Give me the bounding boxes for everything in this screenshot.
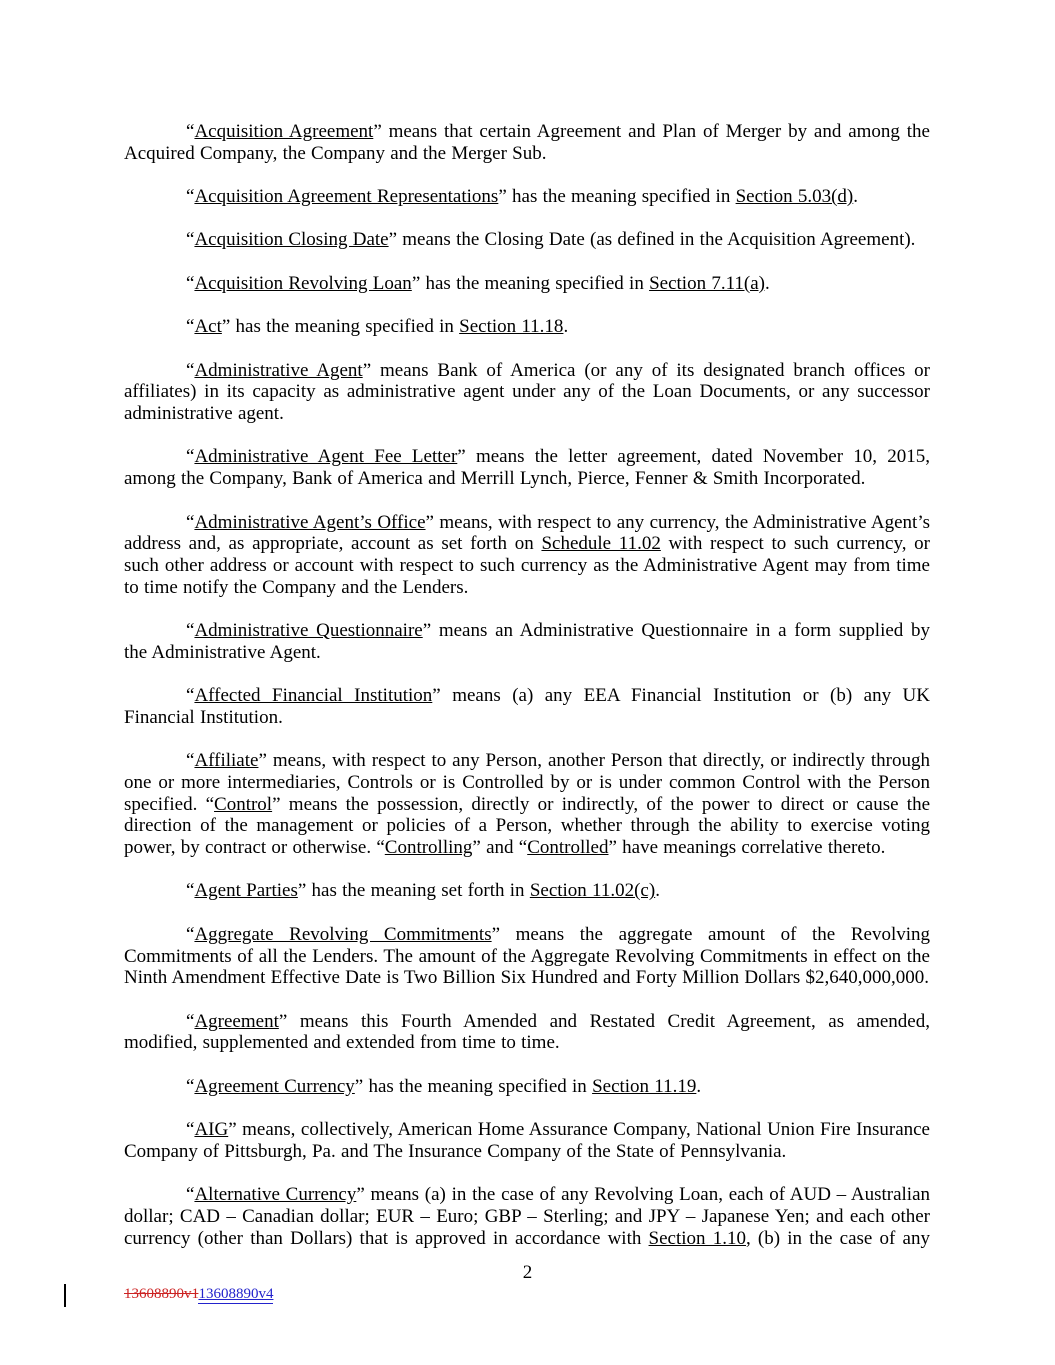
page-number: 2 [522,1262,533,1283]
text-run: ” means the letter agreement, dated November 10, 2015, among the Company, Bank of America and Merrill Lynch, Pierce, Fenner & Smith Incorporated. [124,446,931,490]
text-run: ” means that certain Agreement and Plan of Merger by and among the Acquired Company, the Company and the Merger Sub. [124,121,930,164]
text-run: “ [186,229,195,251]
section-reference: Section 7.11(a) [649,272,765,294]
text-run: “ [186,685,195,707]
definition-paragraph [124,229,930,251]
defined-term: Affected Financial Institution [194,685,433,707]
text-run: “ [186,316,195,338]
text-run: “ [186,1119,195,1141]
text-run: “ [186,1075,195,1097]
document-id-footer [124,1285,273,1303]
text-run: ” has the meaning specified in [221,316,460,338]
defined-term: Aggregate Revolving Commitments [194,923,492,945]
defined-term: Act [194,316,222,338]
text-run: ” have meanings correlative thereto. [608,837,886,859]
text-run: “ [186,272,195,294]
definition-paragraph [124,186,930,208]
definition-paragraph [124,1011,930,1054]
defined-term: Agent Parties [194,880,298,902]
section-reference: Schedule 11.02 [541,533,661,555]
defined-term: Controlling [384,837,473,859]
defined-term: Acquisition Agreement [194,121,374,142]
text-run: ” means, with respect to any Person, another Person that directly, or indirectly through one or more intermediaries, Controls or is Controlled by or is under common Control with the Person specified. “ [124,750,930,815]
definition-paragraph [124,360,930,425]
text-run: with respect to such currency, or such other address or account with respect to such currency as the Administrative Agent may from time to time notify the Company and the Lenders. [124,533,930,598]
text-run: “ [186,121,195,142]
text-run: ” means, with respect to any currency, the Administrative Agent’s address and, as appropriate, account as set forth on [124,511,931,555]
defined-term: Agreement [194,1010,279,1032]
section-reference: Section 11.19 [592,1075,697,1097]
defined-term: Administrative Agent Fee Letter [194,446,458,468]
text-run: ” means (a) any EEA Financial Institution or (b) any UK Financial Institution. [124,685,930,728]
defined-term: Agreement Currency [194,1075,355,1097]
section-reference: Section 11.18 [459,316,564,338]
text-run: ” means the Closing Date (as defined in the Acquisition Agreement). [388,229,916,251]
text-run: . [764,272,770,294]
text-run: . [853,186,858,208]
definition-paragraph [124,750,930,859]
definition-paragraph [124,924,930,989]
definition-paragraph [124,1184,930,1249]
text-run: “ [186,186,195,208]
revision-change-bar [64,1284,66,1307]
defined-term: Alternative Currency [194,1184,357,1206]
text-run: . [563,316,569,338]
text-run: ” means the aggregate amount of the Revolving Commitments of all the Lenders. The amount of the Aggregate Revolving Commitments in effect on the Ninth Amendment Effective Date is Two Billion Six Hundred and Forty Million Dollars $2,640,000,000. [124,923,931,989]
text-run: . [655,880,660,902]
text-run: ” means an Administrative Questionnaire in a form supplied by the Administrative Agent. [124,620,930,663]
section-reference: Section 1.10 [648,1227,746,1249]
text-run: ” means this Fourth Amended and Restated Credit Agreement, as amended, modified, supplemented and extended from time to time. [124,1010,930,1054]
text-run: ” has the meaning specified in [411,272,650,294]
text-run: ” and “ [472,837,528,859]
text-run: ” has the meaning set forth in [297,880,530,902]
section-reference: Section 11.02(c) [529,880,656,902]
definition-paragraph [124,685,930,728]
text-run: “ [186,923,195,945]
text-run: ” has the meaning specified in [354,1075,593,1097]
defined-term: Administrative Agent [194,359,363,381]
definition-paragraph [124,620,930,663]
text-run: “ [186,446,195,468]
text-run: “ [186,880,195,902]
text-run: ” means Bank of America (or any of its designated branch offices or affiliates) in its capacity as administrative agent under any of the Loan Documents, or any successor administrative agent. [124,359,930,425]
doc-id-inserted: 13608890v4 [198,1286,274,1302]
defined-term: Acquisition Agreement Representations [194,186,499,208]
text-run: ” means the possession, directly or indirectly, of the power to direct or cause the direction of the management or policies of a Person, whether through the ability to exercise voting power, by contract or otherwise. “ [124,793,930,859]
definition-paragraph [124,512,930,599]
definition-paragraph [124,880,930,902]
defined-term: Control [214,793,273,815]
definition-paragraph [124,1119,930,1162]
text-run: “ [186,359,195,381]
defined-term: Administrative Agent’s Office [194,511,426,533]
definitions-text-block [124,121,930,1249]
definition-paragraph [124,446,930,489]
text-run: . [696,1075,702,1097]
text-run: ” means, collectively, American Home Assurance Company, National Union Fire Insurance Company of Pittsburgh, Pa. and The Insurance Company of the State of Pennsylvania. [124,1119,930,1162]
defined-term: AIG [194,1119,229,1141]
defined-term: Affiliate [194,750,259,772]
text-run: “ [186,750,195,772]
definition-paragraph [124,1076,930,1098]
definition-paragraph [124,316,930,338]
text-run: “ [186,1010,195,1032]
definition-paragraph [124,273,930,295]
text-run: ” means (a) in the case of any Revolving Loan, each of AUD – Australian dollar; CAD – Canadian dollar; EUR – Euro; GBP – Sterling; and JPY – Japanese Yen; and each other currency (other than Dollars) that is approved in accordance with [124,1184,931,1249]
text-run: “ [186,511,195,533]
text-run: “ [186,1184,195,1206]
text-run: “ [186,620,195,642]
definition-paragraph [124,121,930,164]
doc-id-deleted: 13608890v1 [124,1286,199,1302]
section-reference: Section 5.03(d) [735,186,854,208]
defined-term: Acquisition Closing Date [194,229,389,251]
defined-term: Administrative Questionnaire [194,620,423,642]
defined-term: Controlled [527,837,609,859]
text-run: ” has the meaning specified in [498,186,736,208]
text-run: , (b) in the case of any [745,1227,930,1249]
defined-term: Acquisition Revolving Loan [194,272,412,294]
